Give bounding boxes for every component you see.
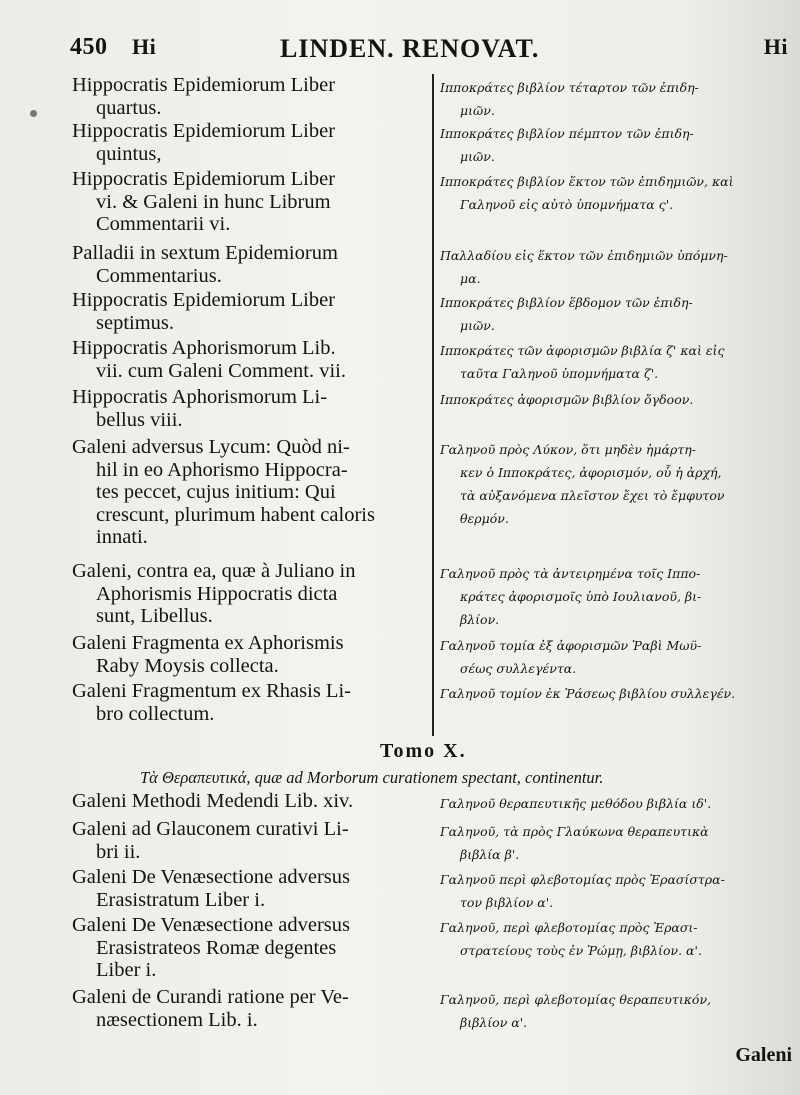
latin-title xyxy=(72,818,417,863)
ink-spot xyxy=(30,110,37,117)
greek-line: Ιπποκράτες τῶν ἀφορισμῶν βιβλία ζ' καὶ εἰς xyxy=(440,343,725,358)
latin-title xyxy=(72,914,417,982)
latin-title xyxy=(72,560,417,628)
column-divider xyxy=(432,74,434,736)
greek-line: Ιπποκράτες ἀφορισμῶν βιβλίον ὄγδοον. xyxy=(440,392,694,407)
latin-title xyxy=(72,986,417,1031)
latin-title xyxy=(72,242,417,287)
greek-title xyxy=(440,634,770,680)
latin-title xyxy=(72,866,417,911)
latin-line: tes peccet, cujus initium: Qui xyxy=(96,481,336,503)
latin-title xyxy=(72,289,417,334)
latin-line: Palladii in sextum Epidemiorum xyxy=(72,242,338,264)
greek-line: Ιπποκράτες βιβλίον ἕκτον τῶν ἐπιδημιῶν, καὶ xyxy=(440,174,734,189)
greek-line: Γαληνοῦ τομία ἐξ ἀφορισμῶν Ῥαβὶ Μωϋ- xyxy=(440,638,702,653)
latin-title xyxy=(72,386,417,431)
latin-title xyxy=(72,120,417,165)
latin-line: bro collectum. xyxy=(96,702,215,725)
subtitle-greek: Τὰ Θεραπευτικά, xyxy=(140,768,251,787)
greek-line: Γαληνοῦ τομίον ἐκ Ῥάσεως βιβλίου συλλεγέν. xyxy=(440,686,736,701)
greek-title xyxy=(440,868,770,914)
greek-title xyxy=(440,562,770,631)
running-head-right: Hi xyxy=(763,34,788,59)
greek-title xyxy=(440,916,770,962)
greek-line: Ιπποκράτες βιβλίον ἕβδομον τῶν ἐπιδη- xyxy=(440,295,693,310)
greek-line: Παλλαδίου εἰς ἕκτον τῶν ἐπιδημιῶν ὑπόμνη- xyxy=(440,248,728,263)
latin-line: Hippocratis Aphorismorum Li- xyxy=(72,386,328,408)
latin-line: Commentarius. xyxy=(96,264,222,287)
greek-title xyxy=(440,438,770,530)
greek-line: Γαληνοῦ, περὶ φλεβοτομίας πρὸς Ἐρασι- xyxy=(440,920,698,935)
latin-line: Galeni adversus Lycum: Quòd ni- xyxy=(72,436,350,458)
greek-line: Γαληνοῦ περὶ φλεβοτομίας πρὸς Ἐρασίστρα- xyxy=(440,872,725,887)
greek-title xyxy=(440,244,770,290)
greek-line: Ιπποκράτες βιβλίον πέμπτον τῶν ἐπιδη- xyxy=(440,126,694,141)
greek-line: Γαληνοῦ πρὸς τὰ ἀντειρημένα τοῖς Ιππο- xyxy=(440,566,701,581)
greek-title xyxy=(440,988,770,1034)
catchword: Galeni xyxy=(735,1044,792,1066)
latin-line: Galeni De Venæsectione adversus xyxy=(72,914,351,936)
greek-title xyxy=(440,76,770,122)
greek-title xyxy=(440,682,770,705)
greek-line: μιῶν. xyxy=(460,318,495,333)
greek-title xyxy=(440,820,770,866)
latin-line: Erasistratum Liber i. xyxy=(96,888,266,911)
latin-line: septimus. xyxy=(96,311,175,334)
latin-line: Galeni, contra ea, quæ à Juliano in xyxy=(72,560,356,582)
greek-line: Γαληνοῦ πρὸς Λύκον, ὅτι μηδὲν ἡμάρτη- xyxy=(440,442,696,457)
greek-title xyxy=(440,339,770,385)
greek-line: μιῶν. xyxy=(460,103,495,118)
latin-line: bellus viii. xyxy=(96,408,183,431)
greek-line: κράτες ἀφορισμοῖς ὑπὸ Ιουλιανοῦ, βι- xyxy=(460,589,702,604)
greek-line: κεν ὁ Ιπποκράτες, ἀφορισμόν, οὗ ἡ ἀρχή, xyxy=(460,465,722,480)
page-number: 450 xyxy=(70,34,108,60)
greek-line: ταῦτα Γαληνοῦ ὑπομνήματα ζ'. xyxy=(460,366,659,381)
greek-title xyxy=(440,170,770,216)
latin-title xyxy=(72,790,417,813)
latin-line: Aphorismis Hippocratis dicta xyxy=(96,582,338,605)
latin-line: Galeni Fragmenta ex Aphorismis xyxy=(72,632,344,654)
latin-line: Erasistrateos Romæ degentes xyxy=(96,936,337,959)
greek-title xyxy=(440,388,770,411)
greek-line: βιβλίον α'. xyxy=(460,1015,528,1030)
latin-line: hil in eo Aphorismo Hippocra- xyxy=(96,458,348,481)
greek-line: βιβλία β'. xyxy=(460,847,520,862)
latin-title xyxy=(72,436,417,549)
greek-title xyxy=(440,792,770,815)
latin-line: Hippocratis Aphorismorum Lib. xyxy=(72,337,336,359)
latin-title xyxy=(72,632,417,677)
latin-line: Commentarii vi. xyxy=(96,213,231,235)
running-head-left: Hi xyxy=(132,34,157,59)
latin-line: crescunt, plurimum habent caloris xyxy=(96,503,375,526)
greek-line: μα. xyxy=(460,271,481,286)
greek-line: Γαληνοῦ, περὶ φλεβοτομίας θεραπευτικόν, xyxy=(440,992,712,1007)
greek-line: βλίον. xyxy=(460,612,500,627)
section-title: Tomo X. xyxy=(380,740,467,762)
latin-line: bri ii. xyxy=(96,840,141,863)
latin-line: Galeni ad Glauconem curativi Li- xyxy=(72,818,349,840)
running-title: LINDEN. RENOVAT. xyxy=(280,34,540,63)
subtitle-latin: quæ ad Morborum curationem spectant, continentur. xyxy=(250,768,604,787)
latin-line: sunt, Libellus. xyxy=(96,605,213,627)
latin-line: Liber i. xyxy=(96,959,157,981)
section-subtitle xyxy=(140,768,780,788)
greek-line: Γαληνοῦ, τὰ πρὸς Γλαύκωνα θεραπευτικὰ xyxy=(440,824,709,839)
latin-line: Hippocratis Epidemiorum Liber xyxy=(72,120,336,142)
greek-line: Γαληνοῦ εἰς αὐτὸ ὑπομνήματα ς'. xyxy=(460,197,674,212)
latin-title xyxy=(72,74,417,119)
latin-title xyxy=(72,337,417,382)
latin-line: Raby Moysis collecta. xyxy=(96,654,279,677)
latin-line: Galeni De Venæsectione adversus xyxy=(72,866,351,888)
latin-line: innati. xyxy=(96,526,148,548)
greek-line: Ιπποκράτες βιβλίον τέταρτον τῶν ἐπιδη- xyxy=(440,80,699,95)
latin-title xyxy=(72,168,417,236)
latin-line: vii. cum Galeni Comment. vii. xyxy=(96,359,346,382)
latin-line: Galeni Fragmentum ex Rhasis Li- xyxy=(72,680,351,702)
latin-line: vi. & Galeni in hunc Librum xyxy=(96,190,331,213)
latin-line: quartus. xyxy=(96,96,162,119)
latin-line: Hippocratis Epidemiorum Liber xyxy=(72,289,336,311)
latin-line: Galeni de Curandi ratione per Ve- xyxy=(72,986,349,1008)
greek-line: θερμόν. xyxy=(460,511,509,526)
greek-line: σέως συλλεγέντα. xyxy=(460,661,577,676)
greek-line: τὰ αὐξανόμενα πλεῖστον ἔχει τὸ ἔμφυτον xyxy=(460,488,725,503)
greek-title xyxy=(440,291,770,337)
latin-line: Hippocratis Epidemiorum Liber xyxy=(72,168,336,190)
greek-line: Γαληνοῦ θεραπευτικῆς μεθόδου βιβλία ιδ'. xyxy=(440,796,712,811)
latin-line: Hippocratis Epidemiorum Liber xyxy=(72,74,336,96)
latin-line: Galeni Methodi Medendi Lib. xiv. xyxy=(72,790,354,812)
greek-title xyxy=(440,122,770,168)
latin-title xyxy=(72,680,417,725)
greek-line: τον βιβλίον α'. xyxy=(460,895,554,910)
running-header xyxy=(70,28,792,68)
latin-line: næsectionem Lib. i. xyxy=(96,1008,258,1031)
greek-line: μιῶν. xyxy=(460,149,495,164)
latin-line: quintus, xyxy=(96,142,162,165)
greek-line: στρατείους τοὺς ἐν Ῥώμῃ, βιβλίον. α'. xyxy=(460,943,702,958)
